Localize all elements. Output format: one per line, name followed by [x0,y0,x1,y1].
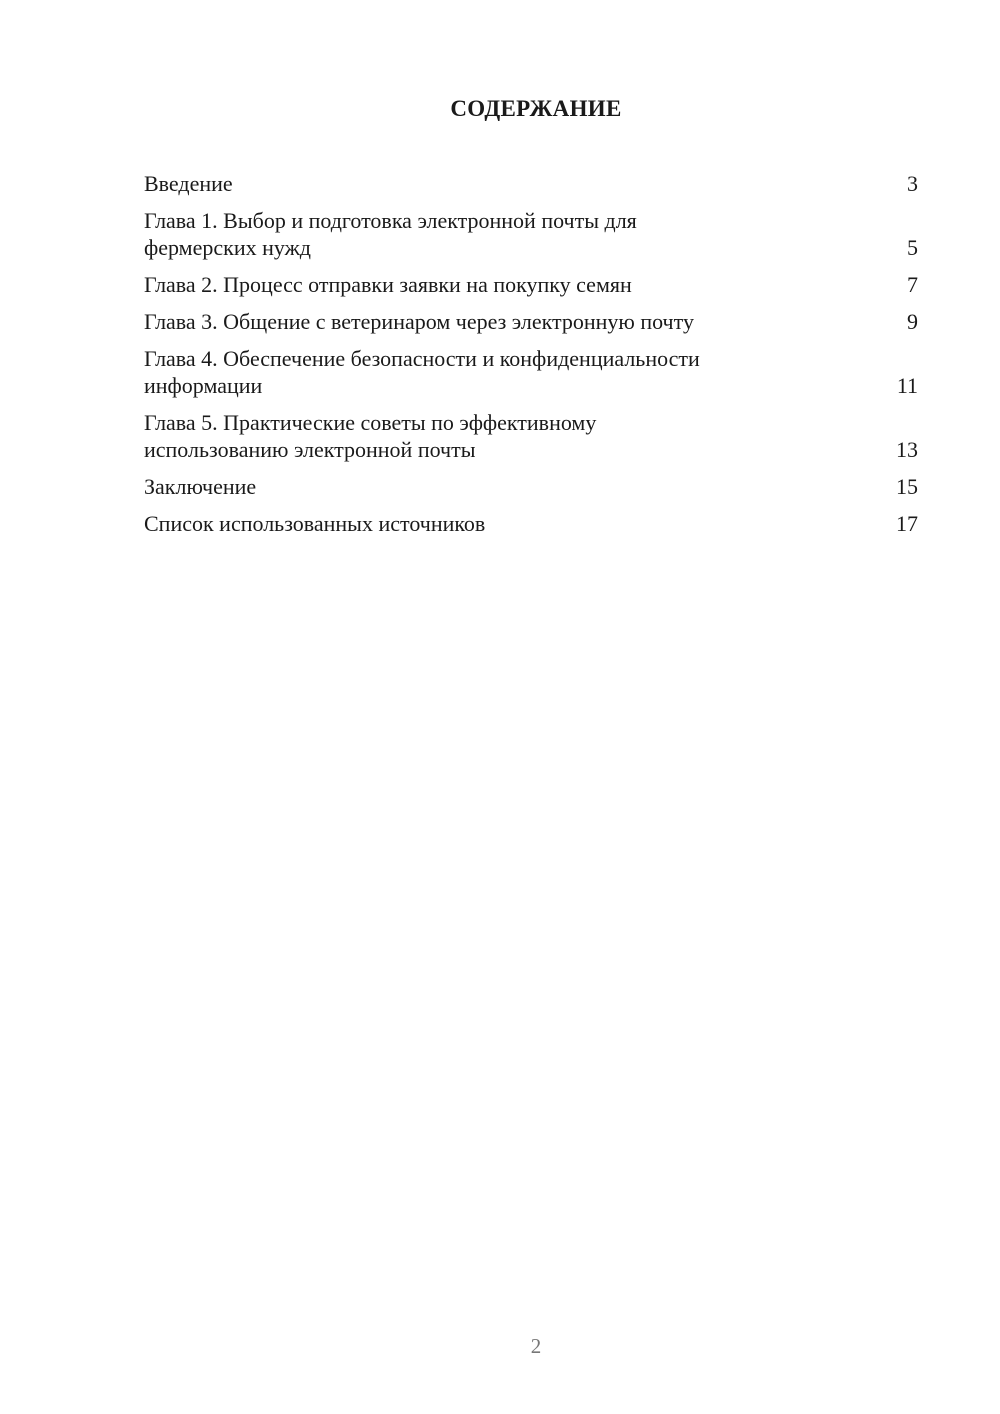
toc-entry-title: Глава 3. Общение с ветеринаром через электронную почту [144,309,694,334]
toc-entry-page: 15 [896,474,918,499]
toc-entry-chapter-5 [144,409,918,463]
toc-entry-chapter-4 [144,345,918,399]
toc-entry-title: Глава 4. Обеспечение безопасности и конфиденциальности информации [144,346,700,398]
toc-entry-title: Введение [144,171,233,196]
toc-entry-page: 17 [896,511,918,536]
toc-entry-title: Список использованных источников [144,511,486,536]
toc-entry-title: Глава 2. Процесс отправки заявки на покупку семян [144,272,632,297]
toc-entry-page: 11 [896,373,918,398]
toc-entry-title: Заключение [144,474,257,499]
page-number: 2 [530,1334,542,1358]
toc-entry-page: 5 [907,235,918,260]
toc-entry-references [144,510,918,537]
toc-entry-page: 9 [907,309,918,334]
toc-entry-title: Глава 5. Практические советы по эффективному использованию электронной почты [144,410,597,462]
toc-entry-conclusion [144,473,918,500]
table-of-contents [144,170,918,547]
toc-entry-page: 7 [907,272,918,297]
toc-entry-page: 3 [907,171,918,196]
toc-entry-page: 13 [896,437,918,462]
toc-entry-introduction [144,170,918,197]
toc-entry-chapter-1 [144,207,918,261]
toc-entry-title: Глава 1. Выбор и подготовка электронной почты для фермерских нужд [144,208,637,260]
page-title: СОДЕРЖАНИЕ [450,96,622,121]
toc-entry-chapter-3 [144,308,918,335]
toc-entry-chapter-2 [144,271,918,298]
